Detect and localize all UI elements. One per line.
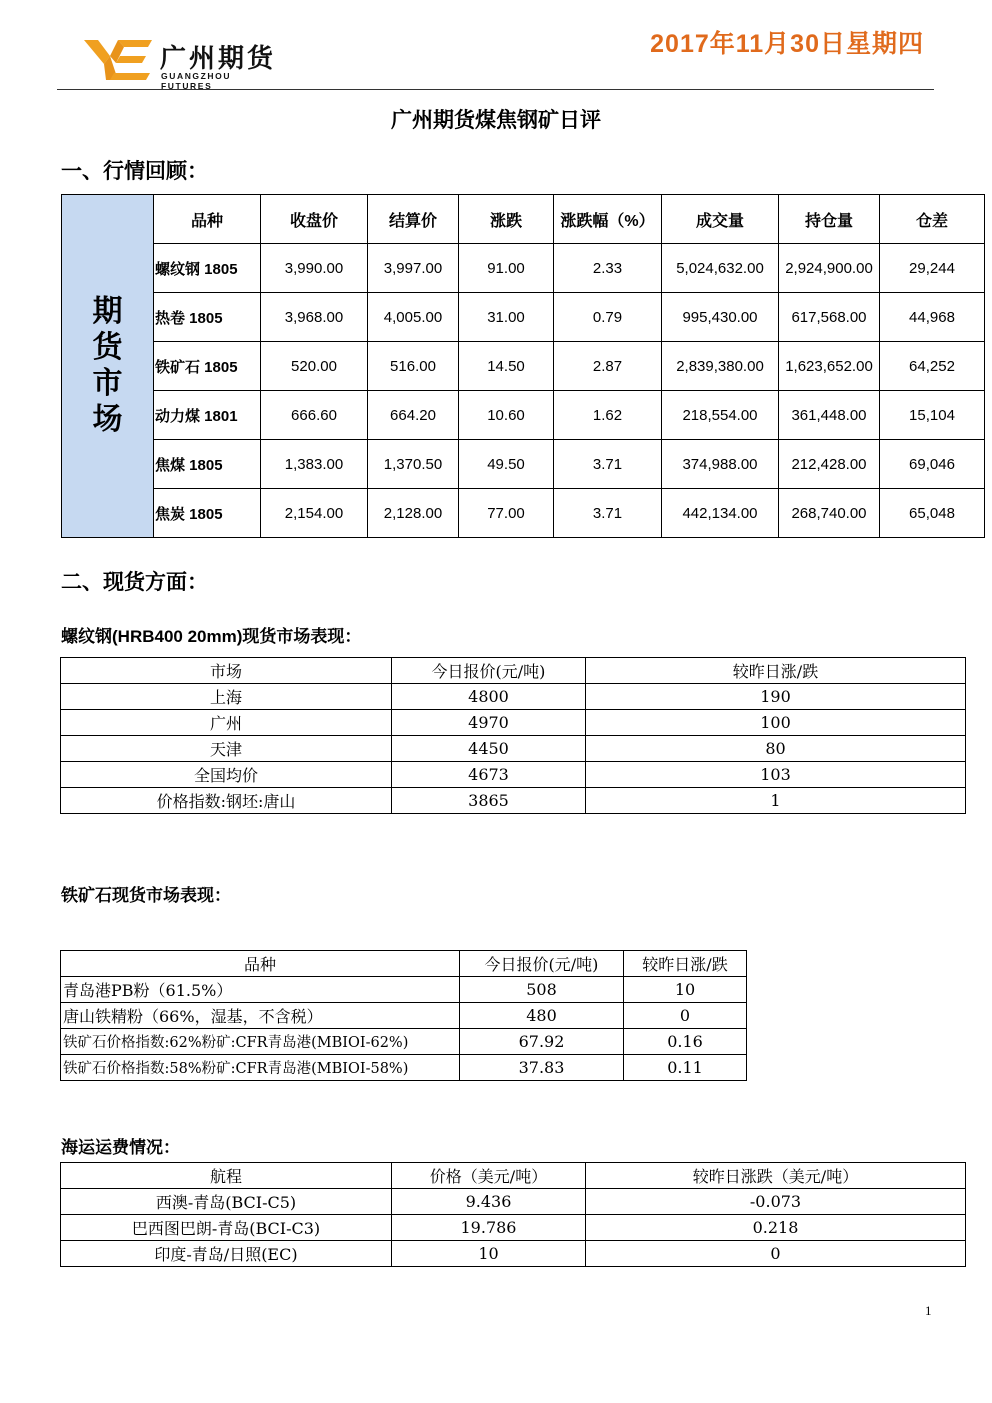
table-cell: 2.33 xyxy=(554,244,662,293)
column-header: 涨跌 xyxy=(459,195,554,244)
futures-header-row xyxy=(62,195,985,244)
company-logo xyxy=(84,38,284,91)
column-header: 较昨日涨/跌 xyxy=(624,951,747,977)
table-row xyxy=(61,1055,747,1081)
brand-name-cn: 广州期货 xyxy=(160,43,277,73)
section-heading-market-review: 一、行情回顾： xyxy=(61,160,208,183)
table-header-row xyxy=(61,658,966,684)
table-cell: 3,990.00 xyxy=(261,244,368,293)
table-cell: 19.786 xyxy=(392,1215,586,1241)
table-cell: 77.00 xyxy=(459,489,554,538)
table-cell: 31.00 xyxy=(459,293,554,342)
table-cell: 天津 xyxy=(61,736,392,762)
table-cell: 190 xyxy=(586,684,966,710)
table-row xyxy=(61,710,966,736)
table-cell: 上海 xyxy=(61,684,392,710)
table-cell: 青岛港PB粉（61.5%） xyxy=(61,977,460,1003)
futures-market-side-label: 期货市场 xyxy=(62,195,154,538)
table-cell: 3,968.00 xyxy=(261,293,368,342)
product-cell: 焦炭 1805 xyxy=(154,489,261,538)
column-header: 品种 xyxy=(61,951,460,977)
table-cell: 0 xyxy=(586,1241,966,1267)
table-header-row xyxy=(61,1163,966,1189)
table-cell: 69,046 xyxy=(880,440,985,489)
table-cell: 617,568.00 xyxy=(779,293,880,342)
table-cell: 1 xyxy=(586,788,966,814)
table-cell: 480 xyxy=(460,1003,624,1029)
column-header: 市场 xyxy=(61,658,392,684)
table-cell: 268,740.00 xyxy=(779,489,880,538)
table-cell: 100 xyxy=(586,710,966,736)
table-cell: 3,997.00 xyxy=(368,244,459,293)
table-cell: 10 xyxy=(624,977,747,1003)
table-cell: 巴西图巴朗-青岛(BCI-C3) xyxy=(61,1215,392,1241)
table-cell: 103 xyxy=(586,762,966,788)
column-header: 航程 xyxy=(61,1163,392,1189)
table-cell: 0.79 xyxy=(554,293,662,342)
column-header: 结算价 xyxy=(368,195,459,244)
table-cell: 37.83 xyxy=(460,1055,624,1081)
table-cell: 44,968 xyxy=(880,293,985,342)
table-cell: 516.00 xyxy=(368,342,459,391)
table-cell: 14.50 xyxy=(459,342,554,391)
column-header: 涨跌幅（%） xyxy=(554,195,662,244)
table-cell: 3.71 xyxy=(554,440,662,489)
table-row xyxy=(62,489,985,538)
table-cell: 西澳-青岛(BCI-C5) xyxy=(61,1189,392,1215)
table-cell: 2.87 xyxy=(554,342,662,391)
table-cell: 1,623,652.00 xyxy=(779,342,880,391)
table-cell: 49.50 xyxy=(459,440,554,489)
table-cell: 1,383.00 xyxy=(261,440,368,489)
table-cell: 4450 xyxy=(392,736,586,762)
freight-heading: 海运运费情况： xyxy=(61,1138,180,1157)
table-cell: 1.62 xyxy=(554,391,662,440)
column-header: 持仓量 xyxy=(779,195,880,244)
table-cell: 508 xyxy=(460,977,624,1003)
table-cell: -0.073 xyxy=(586,1189,966,1215)
freight-table xyxy=(60,1162,966,1267)
table-row xyxy=(62,244,985,293)
column-header: 今日报价(元/吨) xyxy=(392,658,586,684)
table-cell: 铁矿石价格指数:58%粉矿:CFR青岛港(MBIOI-58%) xyxy=(61,1055,460,1081)
table-cell: 4,005.00 xyxy=(368,293,459,342)
table-cell: 80 xyxy=(586,736,966,762)
section-heading-spot: 二、现货方面： xyxy=(61,571,208,594)
table-cell: 666.60 xyxy=(261,391,368,440)
table-row xyxy=(61,736,966,762)
page-number: 1 xyxy=(925,1303,932,1318)
table-cell: 0.11 xyxy=(624,1055,747,1081)
table-cell: 374,988.00 xyxy=(662,440,779,489)
table-row xyxy=(61,977,747,1003)
table-row xyxy=(61,1189,966,1215)
table-cell: 唐山铁精粉（66%，湿基，不含税） xyxy=(61,1003,460,1029)
product-cell: 热卷 1805 xyxy=(154,293,261,342)
table-cell: 全国均价 xyxy=(61,762,392,788)
table-cell: 2,924,900.00 xyxy=(779,244,880,293)
table-cell: 广州 xyxy=(61,710,392,736)
column-header: 仓差 xyxy=(880,195,985,244)
table-header-row xyxy=(61,951,747,977)
table-cell: 铁矿石价格指数:62%粉矿:CFR青岛港(MBIOI-62%) xyxy=(61,1029,460,1055)
table-cell: 2,154.00 xyxy=(261,489,368,538)
iron-ore-spot-heading: 铁矿石现货市场表现： xyxy=(61,886,231,905)
table-cell: 0.218 xyxy=(586,1215,966,1241)
table-cell: 4673 xyxy=(392,762,586,788)
table-cell: 10.60 xyxy=(459,391,554,440)
table-cell: 2,128.00 xyxy=(368,489,459,538)
product-cell: 铁矿石 1805 xyxy=(154,342,261,391)
column-header: 今日报价(元/吨) xyxy=(460,951,624,977)
header-divider xyxy=(57,89,934,90)
table-cell: 218,554.00 xyxy=(662,391,779,440)
table-row xyxy=(62,391,985,440)
product-cell: 动力煤 1801 xyxy=(154,391,261,440)
document-title: 广州期货煤焦钢矿日评 xyxy=(391,109,601,132)
table-cell: 212,428.00 xyxy=(779,440,880,489)
table-row xyxy=(62,342,985,391)
table-row xyxy=(61,1241,966,1267)
table-cell: 0.16 xyxy=(624,1029,747,1055)
rebar-spot-table xyxy=(60,657,966,814)
product-cell: 螺纹钢 1805 xyxy=(154,244,261,293)
column-header: 价格（美元/吨） xyxy=(392,1163,586,1189)
futures-market-table xyxy=(61,194,985,538)
table-cell: 10 xyxy=(392,1241,586,1267)
table-cell: 64,252 xyxy=(880,342,985,391)
table-row xyxy=(61,1003,747,1029)
table-cell: 2,839,380.00 xyxy=(662,342,779,391)
table-cell: 4800 xyxy=(392,684,586,710)
table-row xyxy=(61,684,966,710)
table-row xyxy=(61,762,966,788)
table-cell: 361,448.00 xyxy=(779,391,880,440)
table-cell: 1,370.50 xyxy=(368,440,459,489)
table-row xyxy=(61,1215,966,1241)
column-header: 品种 xyxy=(154,195,261,244)
column-header: 较昨日涨跌（美元/吨） xyxy=(586,1163,966,1189)
rebar-spot-heading: 螺纹钢(HRB400 20mm)现货市场表现： xyxy=(61,627,362,646)
table-row xyxy=(62,293,985,342)
table-cell: 5,024,632.00 xyxy=(662,244,779,293)
brand-name-en: GUANGZHOU FUTURES xyxy=(161,71,232,91)
column-header: 收盘价 xyxy=(261,195,368,244)
table-cell: 价格指数:钢坯:唐山 xyxy=(61,788,392,814)
column-header: 较昨日涨/跌 xyxy=(586,658,966,684)
table-cell: 印度-青岛/日照(EC) xyxy=(61,1241,392,1267)
table-cell: 67.92 xyxy=(460,1029,624,1055)
logo-mark-icon xyxy=(84,40,154,80)
table-cell: 29,244 xyxy=(880,244,985,293)
table-cell: 91.00 xyxy=(459,244,554,293)
table-cell: 3865 xyxy=(392,788,586,814)
table-cell: 442,134.00 xyxy=(662,489,779,538)
table-cell: 9.436 xyxy=(392,1189,586,1215)
table-cell: 0 xyxy=(624,1003,747,1029)
table-row xyxy=(62,440,985,489)
table-row xyxy=(61,788,966,814)
report-date: 2017年11月30日星期四 xyxy=(650,30,924,58)
table-cell: 664.20 xyxy=(368,391,459,440)
table-cell: 520.00 xyxy=(261,342,368,391)
product-cell: 焦煤 1805 xyxy=(154,440,261,489)
table-cell: 15,104 xyxy=(880,391,985,440)
table-row xyxy=(61,1029,747,1055)
table-cell: 4970 xyxy=(392,710,586,736)
table-cell: 65,048 xyxy=(880,489,985,538)
iron-ore-spot-table xyxy=(60,950,747,1081)
column-header: 成交量 xyxy=(662,195,779,244)
table-cell: 3.71 xyxy=(554,489,662,538)
table-cell: 995,430.00 xyxy=(662,293,779,342)
